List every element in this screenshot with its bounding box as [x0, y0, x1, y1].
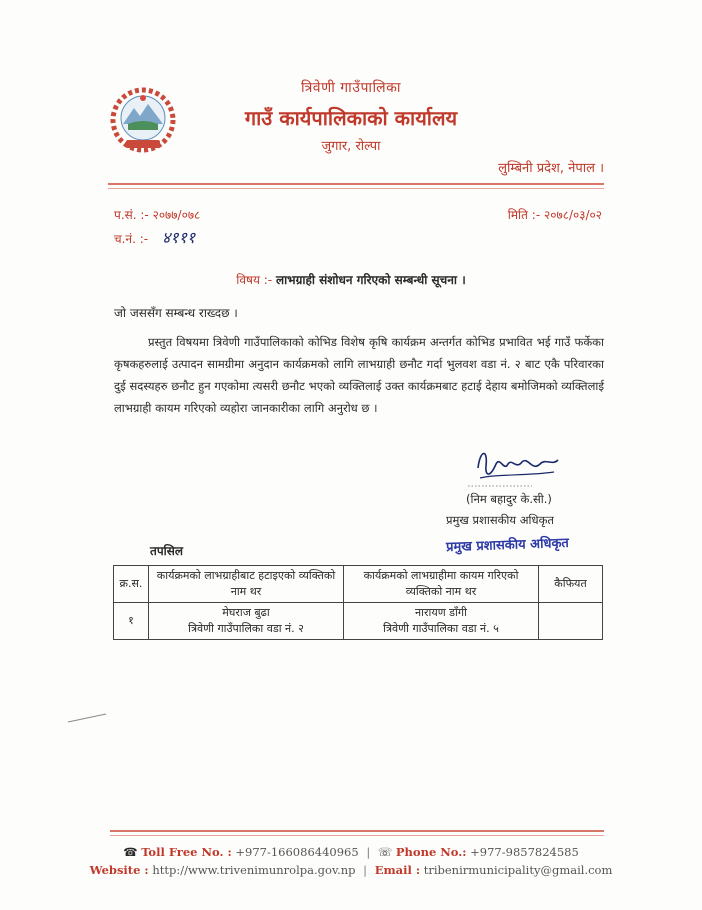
footer-contact-line — [0, 845, 702, 859]
subject-label: विषय :- — [236, 273, 273, 287]
cell-sn: १ — [114, 603, 149, 640]
dispatch-number — [114, 226, 195, 248]
date-label: मिति :- — [507, 208, 541, 222]
cell-remarks — [539, 603, 603, 640]
cell-added — [344, 603, 539, 640]
separator: | — [366, 845, 371, 859]
signatory-name: (निम बहादुर के.सी.) — [466, 492, 552, 506]
pen-mark-icon — [68, 712, 108, 724]
official-stamp: प्रमुख प्रशासकीय अधिकृत — [445, 535, 570, 556]
date-value: २०७८/०३/०२ — [543, 208, 602, 222]
phone-icon: ☏ — [377, 845, 393, 859]
phone-value: +977-9857824585 — [470, 845, 579, 859]
added-address: त्रिवेणी गाउँपालिका वडा नं. ५ — [383, 622, 499, 635]
email-label: Email : — [374, 863, 421, 877]
col-sn: क्र.स. — [114, 566, 149, 603]
office-address: जुगार, रोल्पा — [321, 139, 381, 154]
website-value: http://www.trivenimunrolpa.gov.np — [152, 863, 356, 877]
website-label: Website : — [89, 863, 149, 877]
footer-divider — [110, 830, 604, 832]
subject-text: लाभग्राही संशोधन गरिएको सम्बन्धी सूचना । — [275, 273, 466, 287]
signature-scribble-icon — [466, 442, 566, 488]
signatory-title: प्रमुख प्रशासकीय अधिकृत — [446, 513, 554, 527]
body-paragraph: प्रस्तुत विषयमा त्रिवेणी गाउँपालिकाको कोभिड विशेष कृषि कार्यक्रम अन्तर्गत कोभिड प्रभावित भई गाउँ फर्केका कृषकहरुलाई उत्पादन सामग्रीमा अनुदान कार्यक्रमको लागि लाभग्राही छनौट गर्दा भुलवश वडा नं. २ बाट एकै परिवारका दुई सदस्यहरु छनौट हुन गएकोमा त्यसरी छनौट भएको व्यक्तिलाई उक्त कार्यक्रमबाट हटाई देहाय बमोजिमको व्यक्तिलाई लाभग्राही कायम गरिएको व्यहोरा जानकारीका लागि अनुरोध छ । — [114, 335, 604, 415]
added-name: नारायण डाँगी — [415, 606, 467, 619]
phone-label: Phone No.: — [395, 845, 467, 859]
cn-value: ४१११ — [161, 228, 196, 247]
beneficiary-table — [113, 565, 603, 640]
header-divider-thin — [108, 188, 604, 189]
email-value: tribenirmunicipality@gmail.com — [423, 863, 613, 877]
cell-removed — [149, 603, 344, 640]
removed-name: मेघराज बुढा — [222, 606, 270, 619]
org-name-line1: त्रिवेणी गाउँपालिका — [300, 80, 402, 96]
footer-divider-thin — [110, 835, 604, 836]
footer-web-line — [0, 863, 702, 877]
office-name: गाउँ कार्यपालिकाको कार्यालय — [244, 106, 458, 130]
col-added: कार्यक्रमको लाभग्राहीमा कायम गरिएको व्यक्तिको नाम थर — [344, 566, 539, 603]
separator: | — [363, 863, 368, 877]
ps-label: प.सं. :- — [114, 208, 149, 222]
tollfree-label: Toll Free No. : — [141, 845, 232, 859]
ps-value: २०७७/०७८ — [152, 208, 201, 222]
header-divider — [108, 183, 604, 185]
table-title: तपसिल — [150, 544, 184, 558]
table-header-row — [114, 566, 603, 603]
tollfree-icon: ☎ — [123, 845, 138, 859]
letter-date — [508, 206, 602, 223]
removed-address: त्रिवेणी गाउँपालिका वडा नं. २ — [188, 622, 304, 635]
col-removed: कार्यक्रमको लाभग्राहीबाट हटाइएको व्यक्तिको नाम थर — [149, 566, 344, 603]
table-row — [114, 603, 603, 640]
province-label: लुम्बिनी प्रदेश, नेपाल । — [498, 161, 604, 176]
subject-line — [0, 271, 702, 288]
tollfree-value: +977-166086440965 — [235, 845, 359, 859]
reference-number — [114, 206, 200, 223]
col-remarks: कैफियत — [539, 566, 603, 603]
greeting: जो जससँग सम्बन्ध राख्दछ । — [114, 306, 238, 320]
cn-label: च.नं. :- — [114, 232, 149, 246]
